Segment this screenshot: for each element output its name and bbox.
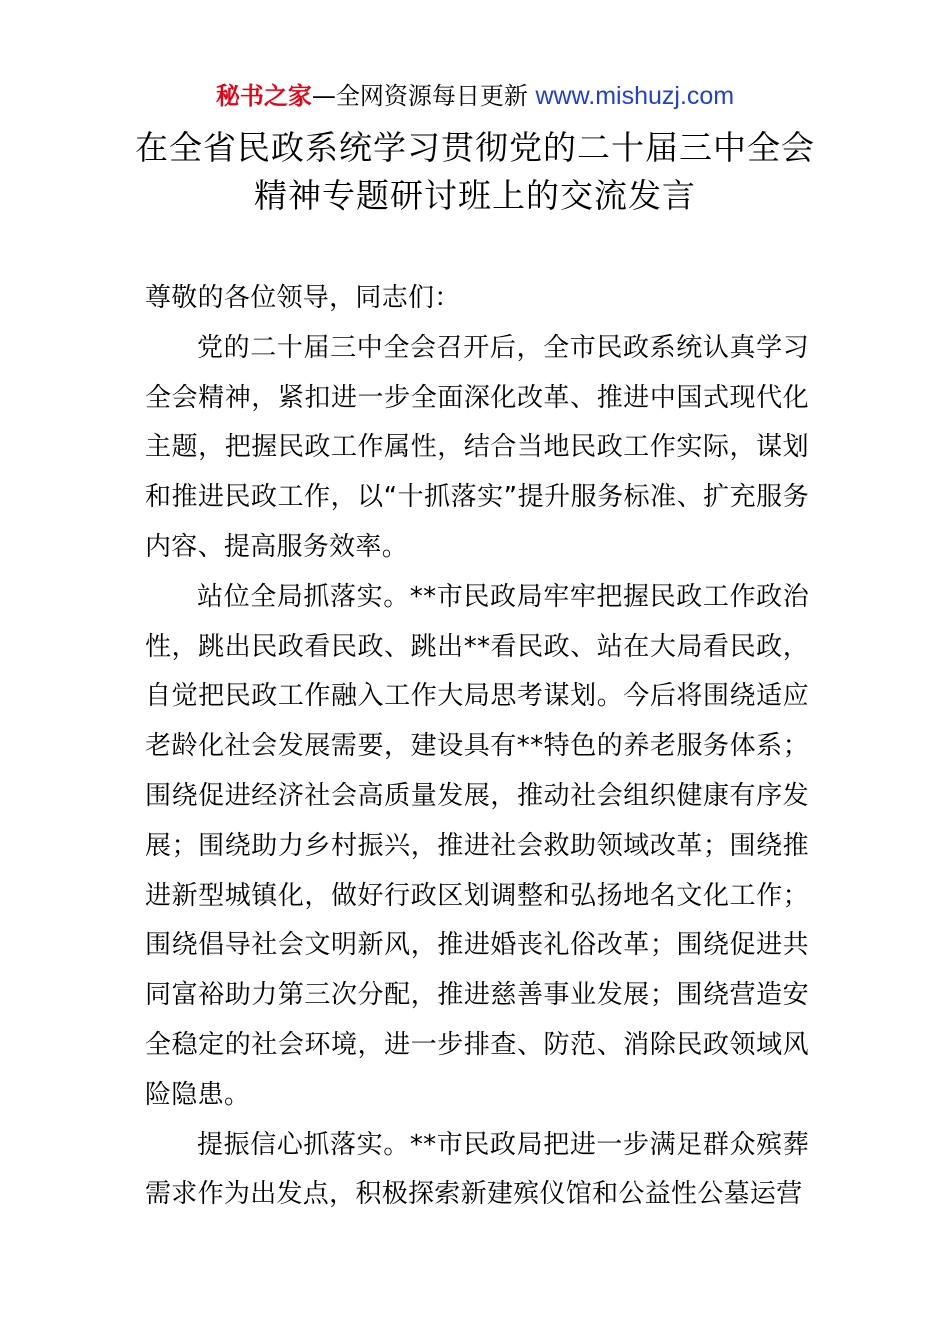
paragraph-boost-confidence: 提振信心抓落实。**市民政局把进一步满足群众殡葬需求作为出发点，积极探索新建殡仪馆和公益性公墓运营 [145, 1129, 809, 1210]
site-header [0, 80, 950, 112]
document-body [145, 274, 809, 1220]
brand-name: 秘书之家 [215, 82, 312, 110]
paragraph-overall-situation: 站位全局抓落实。**市民政局牢牢把握民政工作政治性，跳出民政看民政、跳出**看民政、站在大局看民政，自觉把民政工作融入工作大局思考谋划。今后将围绕适应老龄化社会发展需要，建设具有**特色的养老服务体系；围绕促进经济社会高质量发展，推动社会组织健康有序发展；围绕助力乡村振兴，推进社会救助领域改革；围绕推进新型城镇化，做好行政区划调整和弘扬地名文化工作；围绕倡导社会文明新风，推进婚丧礼俗改革；围绕促进共同富裕助力第三次分配，推进慈善事业发展；围绕营造安全稳定的社会环境，进一步排查、防范、消除民政领域风险隐患。 [145, 581, 809, 1110]
header-tagline: —全网资源每日更新 [311, 82, 536, 110]
document-title [0, 124, 950, 220]
paragraph-intro: 党的二十届三中全会召开后，全市民政系统认真学习全会精神，紧扣进一步全面深化改革、推进中国式现代化主题，把握民政工作属性，结合当地民政工作实际，谋划和推进民政工作，以“十抓落实”提升服务标准、扩充服务内容、提高服务效率。 [145, 332, 809, 562]
title-line-1: 在全省民政系统学习贯彻党的二十届三中全会 [135, 128, 815, 167]
site-url[interactable]: www.mishuzj.com [535, 82, 735, 110]
title-line-2: 精神专题研讨班上的交流发言 [254, 176, 696, 215]
salutation: 尊敬的各位领导，同志们： [145, 283, 461, 313]
